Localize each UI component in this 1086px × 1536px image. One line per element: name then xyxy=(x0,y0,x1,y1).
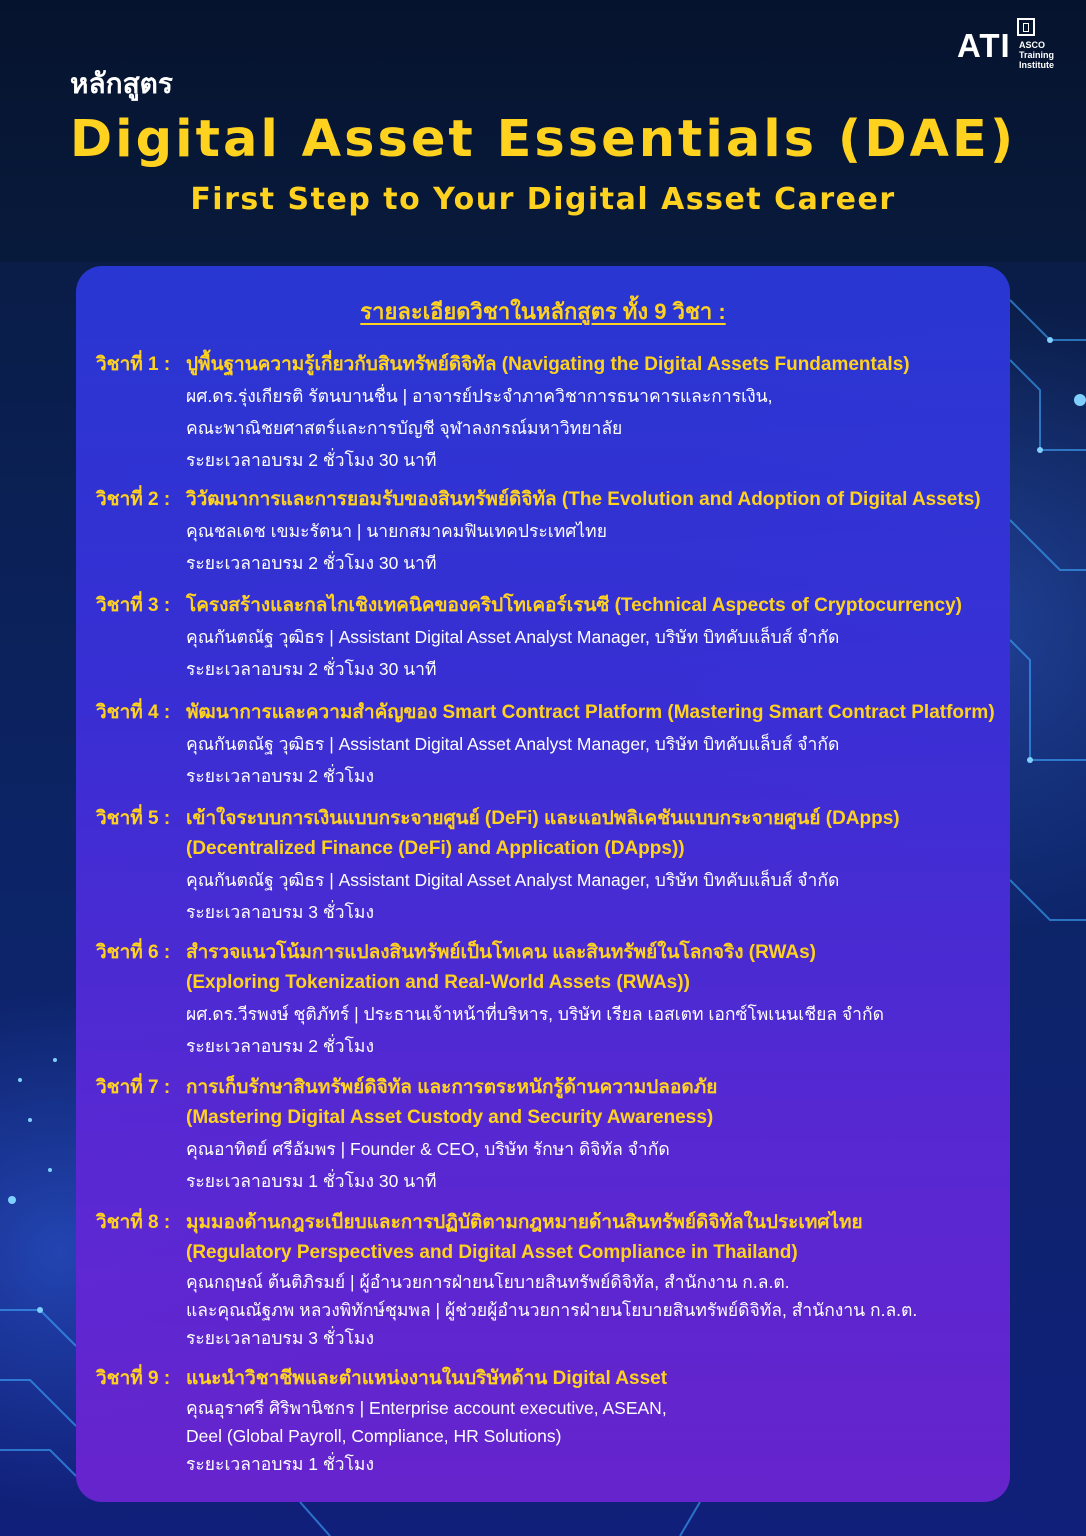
page-subtitle: First Step to Your Digital Asset Career xyxy=(190,182,896,217)
course-duration: ระยะเวลาอบรม 3 ชั่วโมง xyxy=(186,902,375,922)
logo-subtext: ASCO Training Institute xyxy=(1019,40,1055,70)
course-duration: ระยะเวลาอบรม 1 ชั่วโมง xyxy=(186,1454,375,1474)
course-instructor: ผศ.ดร.รุ่งเกียรติ รัตนบานชื่น | อาจารย์ประจำภาควิชาการธนาคารและการเงิน, xyxy=(186,386,773,406)
course-number: วิชาที่ 4 : xyxy=(96,702,171,723)
logo-brand: ATI xyxy=(957,27,1011,64)
course-number: วิชาที่ 8 : xyxy=(96,1212,171,1233)
course-number: วิชาที่ 9 : xyxy=(96,1368,171,1389)
page-title: Digital Asset Essentials (DAE) xyxy=(69,110,1017,169)
course-title: พัฒนาการและความสำคัญของ Smart Contract Platform (Mastering Smart Contract Platform) xyxy=(186,702,995,723)
course-instructor-affiliation: Deel (Global Payroll, Compliance, HR Solutions) xyxy=(186,1426,562,1446)
course-instructor: คุณชลเดช เขมะรัตนา | นายกสมาคมฟินเทคประเทศไทย xyxy=(186,521,607,541)
course-instructor: คุณอุราศรี ศิริพานิชกร | Enterprise account executive, ASEAN, xyxy=(186,1398,667,1418)
logo-mark-icon xyxy=(1017,18,1035,36)
course-duration: ระยะเวลาอบรม 1 ชั่วโมง 30 นาที xyxy=(186,1171,437,1191)
course-instructor: คุณกันตณัฐ วุฒิธร | Assistant Digital Asset Analyst Manager, บริษัท บิทคับแล็บส์ จำกัด xyxy=(186,870,840,890)
course-number: วิชาที่ 6 : xyxy=(96,942,171,963)
course-instructor: ผศ.ดร.วีรพงษ์ ชุติภัทร์ | ประธานเจ้าหน้าที่บริหาร, บริษัท เรียล เอสเตท เอกซ์โพเนนเชียล จำกัด xyxy=(186,1004,884,1024)
course-duration: ระยะเวลาอบรม 2 ชั่วโมง xyxy=(186,766,375,786)
course-number: วิชาที่ 1 : xyxy=(96,354,171,375)
course-instructor-second: และคุณณัฐภพ หลวงพิทักษ์ชุมพล | ผู้ช่วยผู้อำนวยการฝ่ายนโยบายสินทรัพย์ดิจิทัล, สำนักงาน ก.ล.ต. xyxy=(186,1300,918,1320)
course-title-english: (Exploring Tokenization and Real-World Assets (RWAs)) xyxy=(186,972,690,993)
course-instructor: คุณกฤษณ์ ต้นติภิรมย์ | ผู้อำนวยการฝ่ายนโยบายสินทรัพย์ดิจิทัล, สำนักงาน ก.ล.ต. xyxy=(186,1272,790,1292)
course-title: เข้าใจระบบการเงินแบบกระจายศูนย์ (DeFi) และแอปพลิเคชันแบบกระจายศูนย์ (DApps) xyxy=(186,808,900,829)
course-duration: ระยะเวลาอบรม 2 ชั่วโมง 30 นาที xyxy=(186,450,437,470)
course-title: การเก็บรักษาสินทรัพย์ดิจิทัล และการตระหนักรู้ด้านความปลอดภัย xyxy=(186,1077,718,1098)
course-title: แนะนำวิชาชีพและตำแหน่งงานในบริษัทด้าน Digital Asset xyxy=(186,1368,668,1389)
course-instructor: คุณกันตณัฐ วุฒิธร | Assistant Digital Asset Analyst Manager, บริษัท บิทคับแล็บส์ จำกัด xyxy=(186,627,840,647)
course-title-english: (Mastering Digital Asset Custody and Security Awareness) xyxy=(186,1107,714,1128)
course-number: วิชาที่ 2 : xyxy=(96,489,171,510)
course-title: ปูพื้นฐานความรู้เกี่ยวกับสินทรัพย์ดิจิทัล (Navigating the Digital Assets Fundamentals) xyxy=(186,354,910,375)
course-title-english: (Decentralized Finance (DeFi) and Application (DApps)) xyxy=(186,838,685,859)
course-title: มุมมองด้านกฎระเบียบและการปฏิบัติตามกฎหมายด้านสินทรัพย์ดิจิทัลในประเทศไทย xyxy=(186,1212,863,1233)
course-duration: ระยะเวลาอบรม 2 ชั่วโมง xyxy=(186,1036,375,1056)
ati-logo xyxy=(957,18,1075,70)
course-number: วิชาที่ 3 : xyxy=(96,595,171,616)
course-instructor-affiliation: คณะพาณิชยศาสตร์และการบัญชี จุฬาลงกรณ์มหาวิทยาลัย xyxy=(186,418,623,438)
course-title: สำรวจแนวโน้มการแปลงสินทรัพย์เป็นโทเคน และสินทรัพย์ในโลกจริง (RWAs) xyxy=(186,942,816,963)
course-duration: ระยะเวลาอบรม 3 ชั่วโมง xyxy=(186,1328,375,1348)
course-number: วิชาที่ 7 : xyxy=(96,1077,171,1098)
course-number: วิชาที่ 5 : xyxy=(96,808,171,829)
panel-heading: รายละเอียดวิชาในหลักสูตร ทั้ง 9 วิชา : xyxy=(360,299,726,324)
course-title: โครงสร้างและกลไกเชิงเทคนิคของคริปโทเคอร์เรนซี (Technical Aspects of Cryptocurrency) xyxy=(186,595,962,616)
course-label: หลักสูตร xyxy=(70,68,173,99)
course-title-english: (Regulatory Perspectives and Digital Asset Compliance in Thailand) xyxy=(186,1242,798,1263)
course-instructor: คุณกันตณัฐ วุฒิธร | Assistant Digital Asset Analyst Manager, บริษัท บิทคับแล็บส์ จำกัด xyxy=(186,734,840,754)
course-title: วิวัฒนาการและการยอมรับของสินทรัพย์ดิจิทัล (The Evolution and Adoption of Digital Assets) xyxy=(186,489,981,510)
course-instructor: คุณอาทิตย์ ศรีอัมพร | Founder & CEO, บริษัท รักษา ดิจิทัล จำกัด xyxy=(186,1139,670,1159)
course-duration: ระยะเวลาอบรม 2 ชั่วโมง 30 นาที xyxy=(186,659,437,679)
course-duration: ระยะเวลาอบรม 2 ชั่วโมง 30 นาที xyxy=(186,553,437,573)
